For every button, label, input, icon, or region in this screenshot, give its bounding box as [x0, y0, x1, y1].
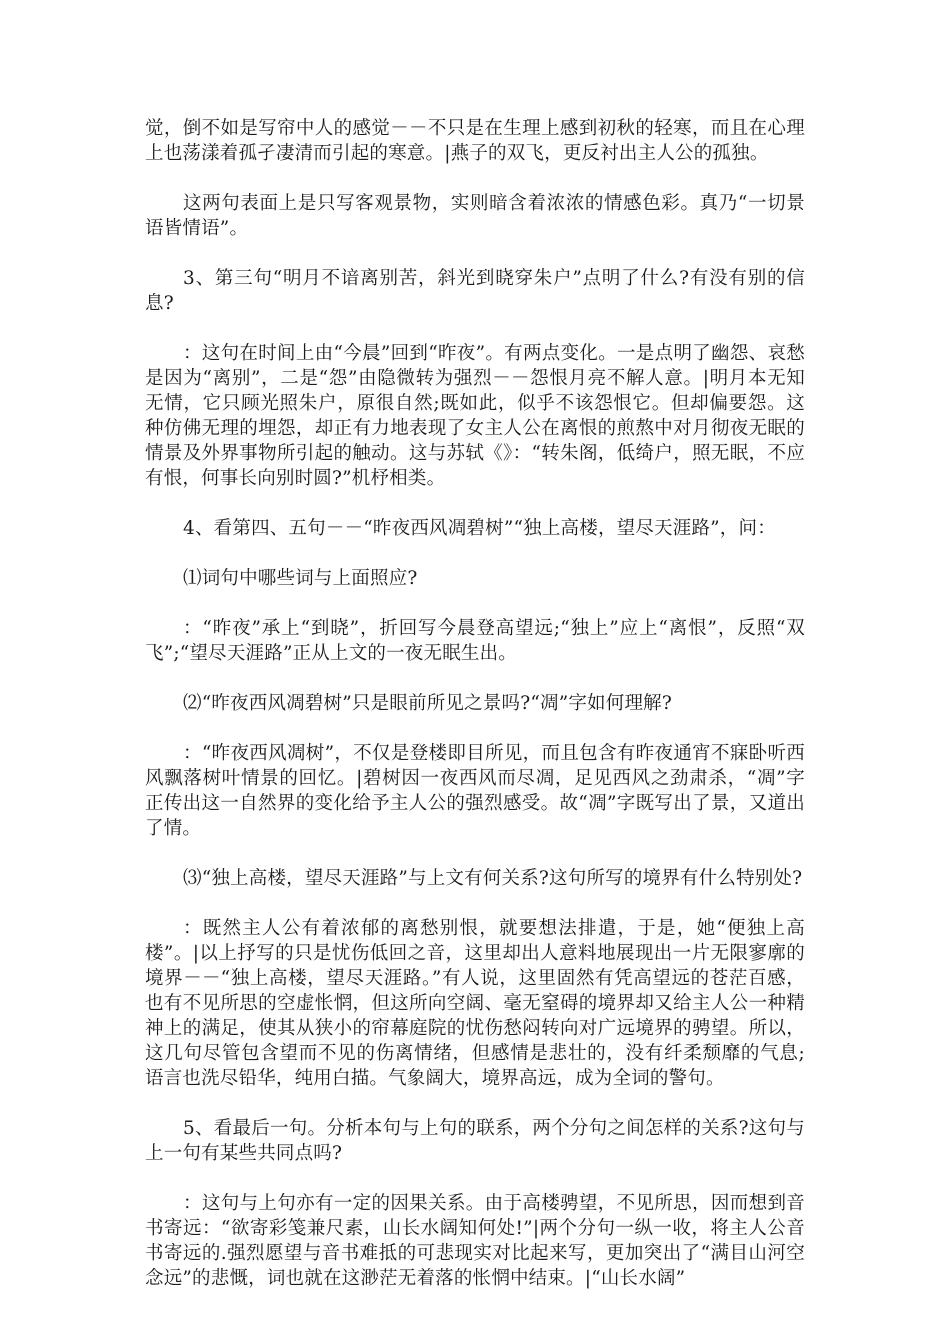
answer-4-3: ：既然主人公有着浓郁的离愁别恨，就要想法排遣，于是，她“便独上高楼”。|以上抒写的只是忧伤低回之音，这里却出人意料地展现出一片无限寥廓的境界－－“独上高楼，望尽天涯路。”有人说，这里固然有凭高望远的苍茫百感，也有不见所思的空虚怅惘，但这所向空阔、毫无窒碍的境界却又给主人公一种精神上的满足，使其从狭小的帘幕庭院的忧伤愁闷转向对广远境界的骋望。所以，这几句尽管包含望而不见的伤离情绪，但感情是悲壮的，没有纤柔颓靡的气息;语言也洗尽铅华，纯用白描。气象阔大，境界高远，成为全词的警句。: [145, 918, 805, 1089]
question-4: 4、看第四、五句－－“昨夜西风凋碧树”“独上高楼，望尽天涯路”，问：: [183, 518, 776, 539]
answer-4-1: ：“昨夜”承上“到晓”，折回写今晨登高望远;“独上”应上“离恨”，反照“双飞”;“望尽天涯路”正从上文的一夜无眠生出。: [145, 618, 805, 664]
answer-3: ：这句在时间上由“今晨”回到“昨夜”。有两点变化。一是点明了幽怨、哀愁是因为“离别”，二是“怨”由隐微转为强烈－－怨恨月亮不解人意。|明月本无知无情，它只顾光照朱户，原很自然;既如此，似乎不该怨恨它。但却偏要怨。这种仿佛无理的埋怨，却正有力地表现了女主人公在离恨的煎熬中对月彻夜无眠的情景及外界事物所引起的触动。这与苏轼《》：“转朱阁，低绮户，照无眠，不应有恨，何事长向别时圆?”机杼相类。: [145, 343, 805, 489]
question-4-3: ⑶“独上高楼，望尽天涯路”与上文有何关系?这句所写的境界有什么特别处?: [183, 868, 803, 889]
question-4-2: ⑵“昨夜西风凋碧树”只是眼前所见之景吗?“凋”字如何理解?: [183, 693, 672, 714]
paragraph-continuation: 觉，倒不如是写帘中人的感觉－－不只是在生理上感到初秋的轻寒，而且在心理上也荡漾着孤孑凄清而引起的寒意。|燕子的双飞，更反衬出主人公的孤独。: [145, 118, 805, 164]
document-body: [145, 116, 805, 1316]
answer-4-2: ：“昨夜西风凋树”，不仅是登楼即目所见，而且包含有昨夜通宵不寐卧听西风飘落树叶情景的回忆。|碧树因一夜西风而尽凋，足见西风之劲肃杀，“凋”字正传出这一自然界的变化给予主人公的强烈感受。故“凋”字既写出了景，又道出了情。: [145, 743, 805, 839]
question-3: 3、第三句“明月不谙离别苦，斜光到晓穿朱户”点明了什么?有没有别的信息?: [145, 268, 805, 314]
answer-5: ：这句与上句亦有一定的因果关系。由于高楼骋望，不见所思，因而想到音书寄远：“欲寄彩笺兼尺素，山长水阔知何处!”|两个分句一纵一收，将主人公音书寄远的.强烈愿望与音书难抵的可悲现实对比起来写，更加突出了“满目山河空念远”的悲慨，词也就在这渺茫无着落的怅惘中结束。|“山长水阔”: [145, 1193, 805, 1289]
question-4-1: ⑴词句中哪些词与上面照应?: [183, 568, 418, 589]
paragraph-summary: 这两句表面上是只写客观景物，实则暗含着浓浓的情感色彩。真乃“一切景语皆情语”。: [145, 193, 805, 239]
question-5: 5、看最后一句。分析本句与上句的联系，两个分句之间怎样的关系?这句与上一句有某些共同点吗?: [145, 1118, 805, 1164]
